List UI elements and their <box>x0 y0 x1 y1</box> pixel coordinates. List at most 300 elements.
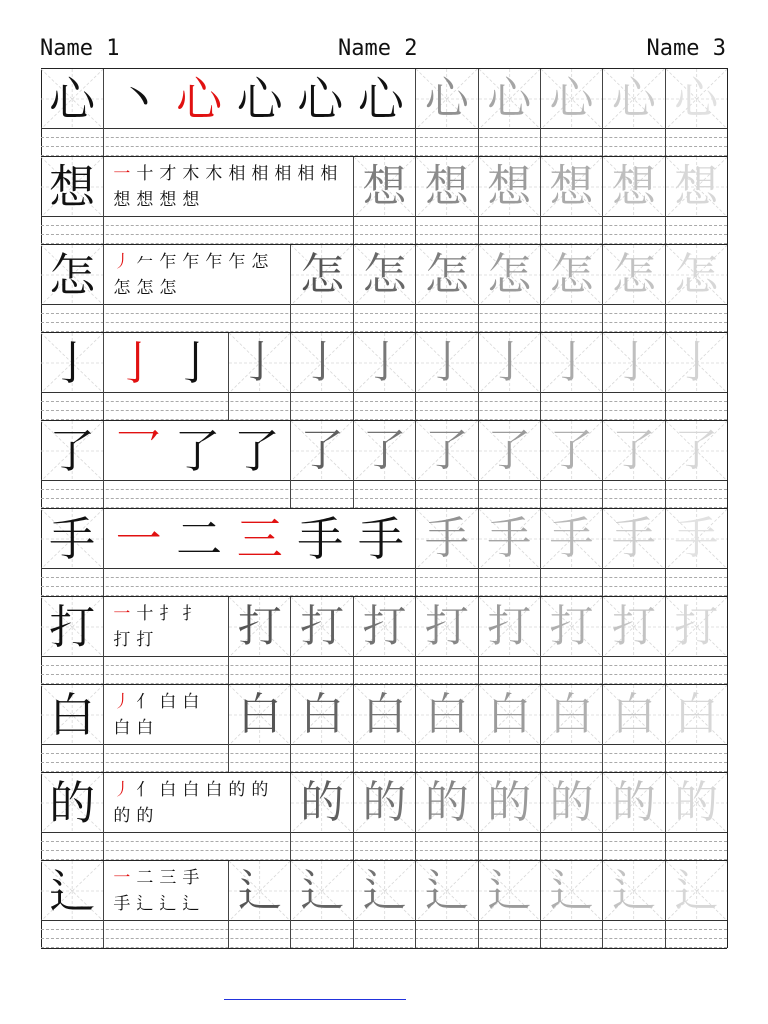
practice-row <box>41 684 727 772</box>
guide-column-divider <box>415 656 416 684</box>
tracing-character: 打 <box>487 601 532 652</box>
tracing-cell[interactable] <box>353 861 415 921</box>
guide-column-divider <box>353 304 354 332</box>
stroke-order-sequence <box>103 69 415 129</box>
stroke-order-step: 木 <box>182 164 200 184</box>
stroke-order-step: 白 <box>136 718 154 738</box>
guide-column-divider <box>103 656 104 684</box>
guide-line <box>41 586 727 587</box>
guide-column-divider <box>602 920 603 948</box>
reference-character: 亅 <box>49 336 96 390</box>
stroke-order-step: 白 <box>159 692 177 712</box>
tracing-cell[interactable] <box>540 509 602 569</box>
stroke-order-step: 心 <box>357 72 404 126</box>
guide-column-divider <box>540 832 541 860</box>
tracing-cell[interactable] <box>353 597 415 657</box>
tracing-cell[interactable] <box>415 509 477 569</box>
tracing-cell[interactable] <box>478 597 540 657</box>
guide-column-divider <box>353 480 354 508</box>
reference-character-cell <box>41 333 103 393</box>
guide-column-divider <box>415 128 416 156</box>
tracing-cell[interactable] <box>665 597 727 657</box>
tracing-cell[interactable] <box>415 333 477 393</box>
guide-line <box>41 489 727 490</box>
tracing-character: ⻍ <box>362 865 407 916</box>
guide-column-divider <box>103 920 104 948</box>
tracing-cell[interactable] <box>665 861 727 921</box>
guide-line <box>41 216 727 217</box>
tracing-character: ⻍ <box>424 865 469 916</box>
reference-character: 手 <box>49 512 96 566</box>
stroke-order-step: 白 <box>182 692 200 712</box>
stroke-order-step: 一 <box>115 512 162 566</box>
tracing-cell[interactable] <box>540 597 602 657</box>
stroke-order-sequence <box>103 333 228 393</box>
tracing-character: 打 <box>237 601 282 652</box>
practice-row <box>41 508 727 596</box>
stroke-order-step: 十 <box>136 604 154 624</box>
guide-column-divider <box>602 216 603 244</box>
tracing-cell[interactable] <box>415 597 477 657</box>
guide-column-divider <box>602 128 603 156</box>
tracing-character: 怎 <box>487 249 532 300</box>
tracing-cell[interactable] <box>478 245 540 305</box>
tracing-cell[interactable] <box>478 333 540 393</box>
reference-character-cell <box>41 157 103 217</box>
tracing-character: 亅 <box>424 337 469 388</box>
tracing-cell[interactable] <box>228 861 290 921</box>
tracing-cell[interactable] <box>478 157 540 217</box>
guide-line <box>41 225 727 226</box>
tracing-cell[interactable] <box>602 421 664 481</box>
guide-line <box>41 568 727 569</box>
stroke-order-step: 心 <box>176 72 223 126</box>
stroke-order-step: 相 <box>320 164 338 184</box>
tracing-character: 了 <box>362 425 407 476</box>
guide-column-divider <box>290 920 291 948</box>
stroke-order-sequence <box>103 861 228 921</box>
row-main-band <box>41 244 727 304</box>
tracing-cell[interactable] <box>415 69 477 129</box>
tracing-character: 的 <box>611 777 656 828</box>
tracing-cell[interactable] <box>353 333 415 393</box>
tracing-cell[interactable] <box>415 421 477 481</box>
tracing-character: 想 <box>424 161 469 212</box>
guide-line <box>41 656 727 657</box>
footer-link-underline[interactable] <box>224 999 406 1000</box>
reference-character-cell <box>41 421 103 481</box>
tracing-cell[interactable] <box>665 773 727 833</box>
tracing-cell[interactable] <box>415 861 477 921</box>
guide-column-divider <box>228 392 229 420</box>
guide-column-divider <box>103 216 104 244</box>
guide-column-divider <box>103 128 104 156</box>
guide-column-divider <box>478 568 479 596</box>
tracing-cell[interactable] <box>353 421 415 481</box>
tracing-cell[interactable] <box>540 69 602 129</box>
guide-column-divider <box>353 832 354 860</box>
guide-column-divider <box>665 656 666 684</box>
guide-line <box>41 762 727 763</box>
tracing-character: 手 <box>549 513 594 564</box>
tracing-character: 想 <box>362 161 407 212</box>
reference-character: 打 <box>49 600 96 654</box>
row-main-band <box>41 420 727 480</box>
guide-line <box>41 401 727 402</box>
guide-column-divider <box>103 480 104 508</box>
guide-line <box>41 146 727 147</box>
reference-character: 白 <box>49 688 96 742</box>
tracing-cell[interactable] <box>478 685 540 745</box>
stroke-order-step: 怎 <box>159 278 177 298</box>
tracing-cell[interactable] <box>665 333 727 393</box>
stroke-order-step: 手 <box>357 512 404 566</box>
tracing-character: 心 <box>424 73 469 124</box>
guide-column-divider <box>415 216 416 244</box>
stroke-order-step: ⻍ <box>136 894 154 914</box>
stroke-order-step: 相 <box>297 164 315 184</box>
tracing-cell[interactable] <box>415 245 477 305</box>
tracing-cell[interactable] <box>353 773 415 833</box>
stroke-order-step: 心 <box>236 72 283 126</box>
stroke-order-step: 的 <box>251 780 269 800</box>
guide-line <box>41 938 727 939</box>
practice-row <box>41 860 727 948</box>
writing-guide-band <box>41 744 727 772</box>
guide-column-divider <box>228 656 229 684</box>
stroke-order-step: 怎 <box>113 278 131 298</box>
reference-character: 想 <box>49 160 96 214</box>
row-main-band <box>41 772 727 832</box>
stroke-order-step: 相 <box>251 164 269 184</box>
guide-column-divider <box>602 480 603 508</box>
stroke-order-step: 的 <box>136 806 154 826</box>
stroke-order-step: 乛 <box>115 424 162 478</box>
tracing-character: 想 <box>611 161 656 212</box>
tracing-cell[interactable] <box>540 157 602 217</box>
tracing-cell[interactable] <box>415 157 477 217</box>
stroke-order-step: 亻 <box>136 692 154 712</box>
guide-column-divider <box>103 832 104 860</box>
tracing-cell[interactable] <box>602 773 664 833</box>
reference-character-cell <box>41 509 103 569</box>
tracing-cell[interactable] <box>353 157 415 217</box>
tracing-cell[interactable] <box>665 245 727 305</box>
guide-column-divider <box>103 744 104 772</box>
writing-guide-band <box>41 920 727 948</box>
tracing-cell[interactable] <box>353 245 415 305</box>
tracing-cell[interactable] <box>540 861 602 921</box>
guide-column-divider <box>228 744 229 772</box>
stroke-order-step: 了 <box>233 424 280 478</box>
tracing-cell[interactable] <box>665 509 727 569</box>
guide-column-divider <box>602 392 603 420</box>
guide-column-divider <box>602 304 603 332</box>
stroke-order-step: 三 <box>159 868 177 888</box>
tracing-cell[interactable] <box>665 421 727 481</box>
guide-column-divider <box>665 216 666 244</box>
tracing-character: 手 <box>674 513 719 564</box>
stroke-order-step: 想 <box>182 190 200 210</box>
guide-column-divider <box>665 128 666 156</box>
tracing-cell[interactable] <box>602 333 664 393</box>
tracing-cell[interactable] <box>540 245 602 305</box>
tracing-character: 了 <box>674 425 719 476</box>
stroke-order-step: 了 <box>174 424 221 478</box>
tracing-character: 心 <box>487 73 532 124</box>
tracing-cell[interactable] <box>478 509 540 569</box>
guide-column-divider <box>540 568 541 596</box>
writing-guide-band <box>41 392 727 420</box>
writing-guide-band <box>41 216 727 244</box>
guide-column-divider <box>353 216 354 244</box>
guide-column-divider <box>478 392 479 420</box>
guide-column-divider <box>665 304 666 332</box>
guide-line <box>41 832 727 833</box>
guide-column-divider <box>602 568 603 596</box>
reference-character-cell <box>41 685 103 745</box>
tracing-cell[interactable] <box>290 421 352 481</box>
stroke-order-step: 手 <box>182 868 200 888</box>
writing-guide-band <box>41 568 727 596</box>
tracing-character: 的 <box>549 777 594 828</box>
reference-character: 的 <box>49 776 96 830</box>
stroke-order-step: 相 <box>228 164 246 184</box>
guide-column-divider <box>540 392 541 420</box>
tracing-cell[interactable] <box>540 333 602 393</box>
practice-row <box>41 420 727 508</box>
stroke-order-step: 想 <box>159 190 177 210</box>
guide-column-divider <box>665 832 666 860</box>
reference-character-cell <box>41 69 103 129</box>
row-main-band <box>41 508 727 568</box>
guide-column-divider <box>478 920 479 948</box>
stroke-order-step: 的 <box>113 806 131 826</box>
practice-row <box>41 156 727 244</box>
guide-line <box>41 753 727 754</box>
practice-row <box>41 68 727 156</box>
guide-column-divider <box>415 480 416 508</box>
guide-column-divider <box>540 920 541 948</box>
tracing-cell[interactable] <box>290 861 352 921</box>
stroke-order-step: 打 <box>136 630 154 650</box>
tracing-character: 怎 <box>549 249 594 300</box>
tracing-cell[interactable] <box>228 685 290 745</box>
tracing-character: 怎 <box>362 249 407 300</box>
tracing-character: 手 <box>424 513 469 564</box>
stroke-order-step: 才 <box>159 164 177 184</box>
tracing-cell[interactable] <box>602 157 664 217</box>
tracing-cell[interactable] <box>415 685 477 745</box>
stroke-order-step: 一 <box>113 164 131 184</box>
tracing-character: 心 <box>549 73 594 124</box>
tracing-cell[interactable] <box>602 597 664 657</box>
stroke-order-sequence <box>103 157 352 217</box>
tracing-character: 怎 <box>611 249 656 300</box>
tracing-cell[interactable] <box>602 685 664 745</box>
tracing-cell[interactable] <box>540 773 602 833</box>
stroke-order-step: 的 <box>228 780 246 800</box>
tracing-cell[interactable] <box>290 773 352 833</box>
tracing-character: ⻍ <box>549 865 594 916</box>
stroke-order-step: 相 <box>274 164 292 184</box>
guide-line <box>41 744 727 745</box>
guide-line <box>41 234 727 235</box>
tracing-cell[interactable] <box>665 69 727 129</box>
stroke-order-step: 丿 <box>113 252 131 272</box>
tracing-character: 打 <box>549 601 594 652</box>
stroke-order-step: 三 <box>236 512 283 566</box>
tracing-cell[interactable] <box>228 597 290 657</box>
tracing-cell[interactable] <box>290 597 352 657</box>
tracing-cell[interactable] <box>540 685 602 745</box>
row-main-band <box>41 596 727 656</box>
stroke-order-sequence <box>103 685 228 745</box>
stroke-order-step: 木 <box>205 164 223 184</box>
tracing-cell[interactable] <box>602 509 664 569</box>
tracing-character: 的 <box>424 777 469 828</box>
tracing-character: 亅 <box>487 337 532 388</box>
tracing-character: 心 <box>611 73 656 124</box>
writing-guide-band <box>41 304 727 332</box>
tracing-cell[interactable] <box>478 861 540 921</box>
stroke-order-step: 二 <box>176 512 223 566</box>
tracing-character: 想 <box>674 161 719 212</box>
stroke-order-step: 丿 <box>113 780 131 800</box>
tracing-character: 打 <box>424 601 469 652</box>
guide-line <box>41 577 727 578</box>
tracing-cell[interactable] <box>602 245 664 305</box>
reference-character: 心 <box>49 72 96 126</box>
guide-column-divider <box>478 832 479 860</box>
guide-column-divider <box>290 744 291 772</box>
stroke-order-step: 手 <box>113 894 131 914</box>
tracing-character: 怎 <box>674 249 719 300</box>
guide-line <box>41 480 727 481</box>
tracing-cell[interactable] <box>415 773 477 833</box>
tracing-character: 白 <box>237 689 282 740</box>
tracing-character: 打 <box>611 601 656 652</box>
reference-character: 了 <box>49 424 96 478</box>
stroke-order-step: 一 <box>113 868 131 888</box>
tracing-character: 白 <box>300 689 345 740</box>
tracing-character: 的 <box>300 777 345 828</box>
row-main-band <box>41 68 727 128</box>
tracing-character: 了 <box>300 425 345 476</box>
tracing-cell[interactable] <box>290 245 352 305</box>
tracing-cell[interactable] <box>602 69 664 129</box>
stroke-order-step: 丿 <box>113 692 131 712</box>
tracing-character: 了 <box>424 425 469 476</box>
stroke-order-step: 乍 <box>205 252 223 272</box>
tracing-cell[interactable] <box>290 333 352 393</box>
stroke-order-step: 乍 <box>182 252 200 272</box>
writing-guide-band <box>41 656 727 684</box>
guide-column-divider <box>540 128 541 156</box>
stroke-order-sequence <box>103 245 290 305</box>
guide-line <box>41 947 727 948</box>
tracing-character: 的 <box>674 777 719 828</box>
tracing-cell[interactable] <box>353 685 415 745</box>
name-label-3: Name 3 <box>646 36 726 61</box>
tracing-cell[interactable] <box>602 861 664 921</box>
guide-column-divider <box>290 832 291 860</box>
reference-character-cell <box>41 861 103 921</box>
tracing-character: 手 <box>487 513 532 564</box>
guide-column-divider <box>415 568 416 596</box>
tracing-character: 怎 <box>300 249 345 300</box>
guide-column-divider <box>415 920 416 948</box>
tracing-character: ⻍ <box>237 865 282 916</box>
reference-character-cell <box>41 597 103 657</box>
guide-line <box>41 841 727 842</box>
tracing-cell[interactable] <box>478 69 540 129</box>
name-label-1: Name 1 <box>40 36 120 61</box>
tracing-character: 亅 <box>300 337 345 388</box>
stroke-order-step: 想 <box>136 190 154 210</box>
tracing-character: 亅 <box>549 337 594 388</box>
tracing-cell[interactable] <box>478 773 540 833</box>
tracing-character: 心 <box>674 73 719 124</box>
guide-column-divider <box>540 656 541 684</box>
stroke-order-step: 扌 <box>159 604 177 624</box>
tracing-cell[interactable] <box>290 685 352 745</box>
stroke-order-step: 打 <box>113 630 131 650</box>
tracing-character: 了 <box>549 425 594 476</box>
guide-column-divider <box>540 304 541 332</box>
tracing-character: 打 <box>362 601 407 652</box>
practice-row <box>41 596 727 684</box>
tracing-cell[interactable] <box>665 685 727 745</box>
tracing-cell[interactable] <box>478 421 540 481</box>
tracing-character: 亅 <box>674 337 719 388</box>
stroke-order-step: 乍 <box>159 252 177 272</box>
reference-character: 怎 <box>49 248 96 302</box>
stroke-order-step: 手 <box>297 512 344 566</box>
tracing-character: 了 <box>611 425 656 476</box>
guide-column-divider <box>602 832 603 860</box>
tracing-cell[interactable] <box>665 157 727 217</box>
tracing-cell[interactable] <box>228 333 290 393</box>
tracing-character: ⻍ <box>611 865 656 916</box>
guide-column-divider <box>290 304 291 332</box>
guide-column-divider <box>228 920 229 948</box>
guide-line <box>41 313 727 314</box>
guide-column-divider <box>415 832 416 860</box>
stroke-order-step: 亅 <box>114 336 161 390</box>
tracing-character: ⻍ <box>674 865 719 916</box>
reference-character-cell <box>41 773 103 833</box>
guide-column-divider <box>478 128 479 156</box>
tracing-character: 白 <box>424 689 469 740</box>
stroke-order-sequence <box>103 773 290 833</box>
guide-column-divider <box>665 480 666 508</box>
stroke-order-step: ⻍ <box>182 894 200 914</box>
guide-column-divider <box>103 392 104 420</box>
row-main-band <box>41 332 727 392</box>
row-main-band <box>41 156 727 216</box>
guide-line <box>41 674 727 675</box>
tracing-cell[interactable] <box>540 421 602 481</box>
sheet-right-border <box>727 68 728 948</box>
practice-row <box>41 244 727 332</box>
tracing-character: 亅 <box>237 337 282 388</box>
stroke-order-step: 乍 <box>228 252 246 272</box>
name-label-2: Name 2 <box>338 36 418 61</box>
tracing-character: 白 <box>487 689 532 740</box>
guide-line <box>41 929 727 930</box>
guide-column-divider <box>290 656 291 684</box>
